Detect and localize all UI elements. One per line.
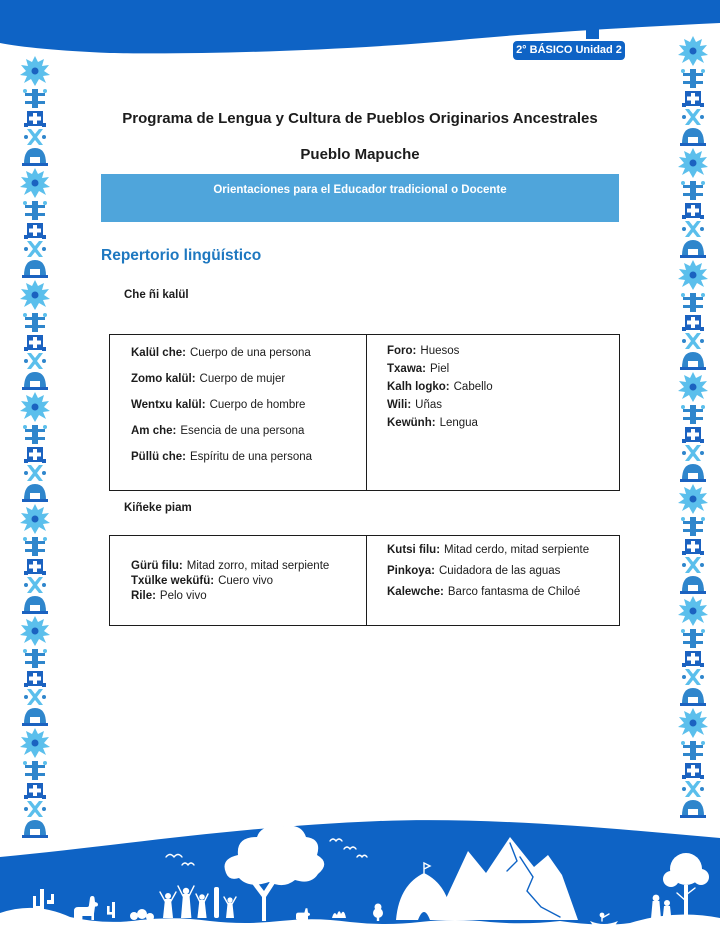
section-heading: Repertorio lingüístico: [101, 247, 262, 264]
vocab-term: Wentxu kalül:: [131, 399, 206, 411]
vocab-definition: Piel: [430, 363, 450, 375]
vocab-definition: Mitad cerdo, mitad serpiente: [444, 544, 590, 556]
table-column-left: [110, 536, 366, 625]
document-title: Programa de Lengua y Cultura de Pueblos Originarios Ancestrales: [122, 110, 598, 127]
vocab-term: Püllü che:: [131, 451, 186, 463]
vocab-definition: Mitad zorro, mitad serpiente: [186, 560, 330, 572]
vocab-term: Wili:: [387, 399, 412, 411]
vocab-entry: [387, 565, 619, 577]
vocab-entry: [131, 399, 366, 411]
vocab-entry: [131, 575, 366, 587]
right-totem-border: [677, 36, 709, 820]
vocab-term: Rile:: [131, 590, 156, 602]
vocab-term: Zomo kalül:: [131, 373, 196, 385]
vocab-entry: [131, 347, 366, 359]
vocab-entry: [387, 345, 619, 357]
orientation-banner: Orientaciones para el Educador tradicional o Docente: [101, 174, 619, 222]
table-caption: Che ñi kalül: [124, 289, 189, 301]
vocab-entry: [131, 560, 366, 572]
vocab-entry: [387, 586, 619, 598]
vocab-term: Kewünh:: [387, 417, 436, 429]
vocab-definition: Cuerpo de hombre: [209, 399, 306, 411]
vocab-entry: [387, 363, 619, 375]
vocab-definition: Esencia de una persona: [180, 425, 305, 437]
vocab-entry: [387, 399, 619, 411]
vocab-term: Am che:: [131, 425, 177, 437]
unit-badge: 2° BÁSICO Unidad 2: [511, 39, 627, 62]
table-caption: Kiñeke piam: [124, 502, 192, 514]
vocab-term: Gürü filu:: [131, 560, 183, 572]
table-column-right: [366, 536, 619, 625]
bottom-landscape-banner: [0, 817, 720, 932]
vocab-definition: Cuero vivo: [218, 575, 274, 587]
vocab-term: Kalh logko:: [387, 381, 450, 393]
vocab-table-myths: [109, 535, 620, 626]
vocab-table-body-parts: [109, 334, 620, 491]
vocab-entry: [131, 590, 366, 602]
vocab-term: Kalewche:: [387, 586, 444, 598]
vocab-definition: Espíritu de una persona: [189, 451, 313, 463]
vocab-definition: Barco fantasma de Chiloé: [447, 586, 581, 598]
vocab-definition: Uñas: [415, 399, 443, 411]
vocab-entry: [131, 425, 366, 437]
vocab-term: Foro:: [387, 345, 417, 357]
vocab-definition: Cuidadora de las aguas: [438, 565, 561, 577]
document-subtitle: Pueblo Mapuche: [300, 146, 420, 163]
vocab-definition: Cuerpo de una persona: [189, 347, 311, 359]
vocab-entry: [387, 544, 619, 556]
left-totem-border: [19, 56, 51, 840]
vocab-entry: [131, 373, 366, 385]
table-column-left: [110, 335, 366, 490]
vocab-term: Kutsi filu:: [387, 544, 441, 556]
vocab-entry: [387, 381, 619, 393]
vocab-term: Kalül che:: [131, 347, 186, 359]
vocab-definition: Cabello: [453, 381, 493, 393]
vocab-definition: Huesos: [420, 345, 460, 357]
vocab-term: Txülke weküfü:: [131, 575, 215, 587]
vocab-definition: Lengua: [439, 417, 478, 429]
vocab-term: Pinkoya:: [387, 565, 435, 577]
table-column-right: [366, 335, 619, 490]
vocab-entry: [131, 451, 366, 463]
vocab-term: Txawa:: [387, 363, 426, 375]
vocab-definition: Pelo vivo: [159, 590, 207, 602]
vocab-definition: Cuerpo de mujer: [199, 373, 286, 385]
vocab-entry: [387, 417, 619, 429]
